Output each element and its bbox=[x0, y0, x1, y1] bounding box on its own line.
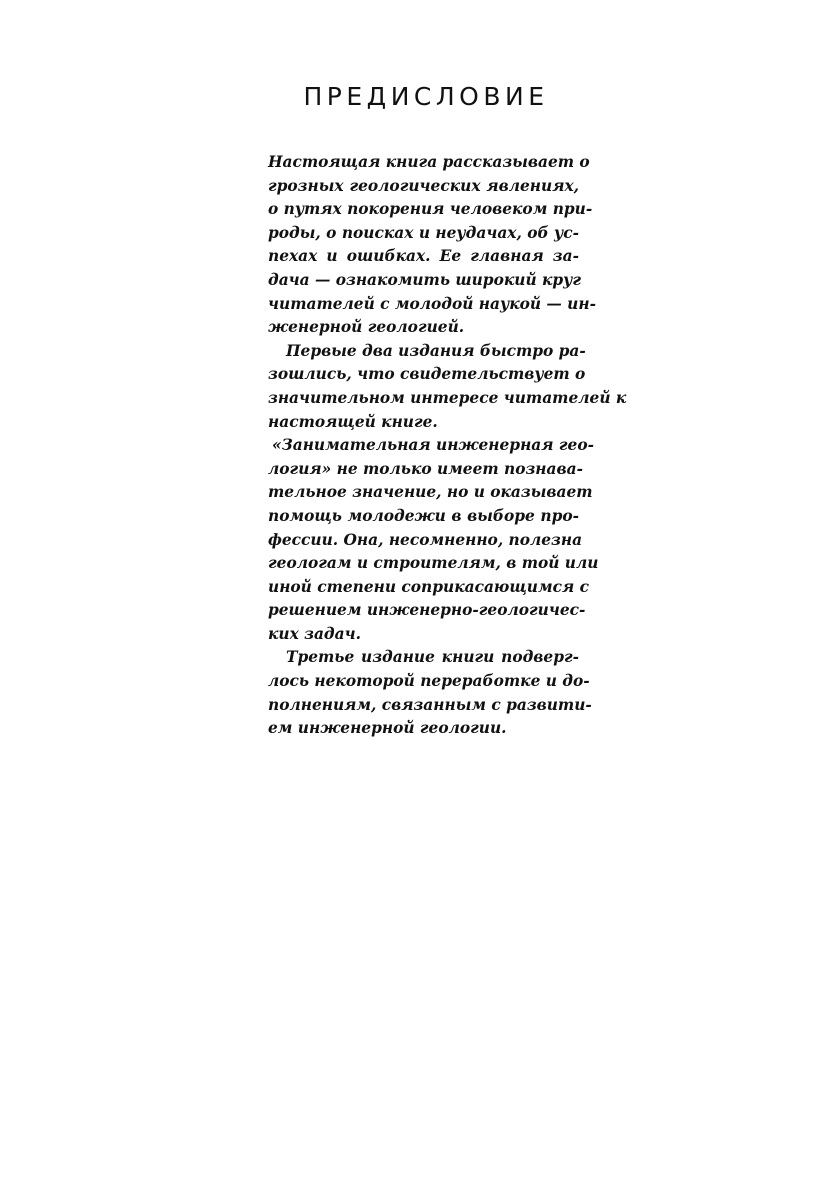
text-line: зошлись, что свидетельствует о bbox=[268, 365, 586, 384]
text-line: полнениям, связанным с развити- bbox=[268, 695, 592, 714]
text-line: пехах и ошибках. Ее главная за- bbox=[268, 247, 579, 266]
text-line: помощь молодежи в выборе про- bbox=[268, 506, 579, 525]
text-line: дача — ознакомить широкий круг bbox=[268, 270, 582, 289]
text-line: Первые два издания быстро ра- bbox=[286, 341, 586, 360]
page-title: ПРЕДИСЛОВИЕ bbox=[303, 82, 549, 111]
text-line: геологам и строителям, в той или bbox=[268, 554, 599, 573]
preface-text bbox=[268, 151, 627, 741]
text-line: роды, о поисках и неудачах, об ус- bbox=[268, 223, 579, 242]
text-line: значительном интересе читателей к bbox=[268, 388, 627, 407]
text-line: иной степени соприкасающимся с bbox=[268, 577, 589, 596]
text-line: фессии. Она, несомненно, полезна bbox=[268, 530, 583, 549]
text-line: грозных геологических явлениях, bbox=[268, 176, 579, 195]
text-line: настоящей книге. bbox=[268, 412, 438, 431]
text-line: о путях покорения человеком при- bbox=[268, 200, 593, 219]
paragraph-4 bbox=[268, 646, 592, 740]
text-line: Третье издание книги подверг- bbox=[286, 648, 579, 667]
text-line: ких задач. bbox=[268, 624, 361, 643]
text-line: «Занимательная инженерная гео- bbox=[272, 436, 594, 455]
text-line: ем инженерной геологии. bbox=[268, 719, 507, 738]
paragraph-3 bbox=[268, 434, 599, 646]
text-line: лось некоторой переработке и до- bbox=[268, 672, 590, 691]
text-line: женерной геологией. bbox=[268, 318, 465, 337]
text-line: логия» не только имеет познава- bbox=[268, 459, 583, 478]
text-line: тельное значение, но и оказывает bbox=[268, 483, 593, 502]
text-line: читателей с молодой наукой — ин- bbox=[268, 294, 596, 313]
paragraph-2 bbox=[268, 340, 627, 434]
text-line: решением инженерно-геологичес- bbox=[268, 601, 586, 620]
text-line: Настоящая книга рассказывает о bbox=[268, 153, 590, 171]
paragraph-1 bbox=[268, 151, 596, 340]
